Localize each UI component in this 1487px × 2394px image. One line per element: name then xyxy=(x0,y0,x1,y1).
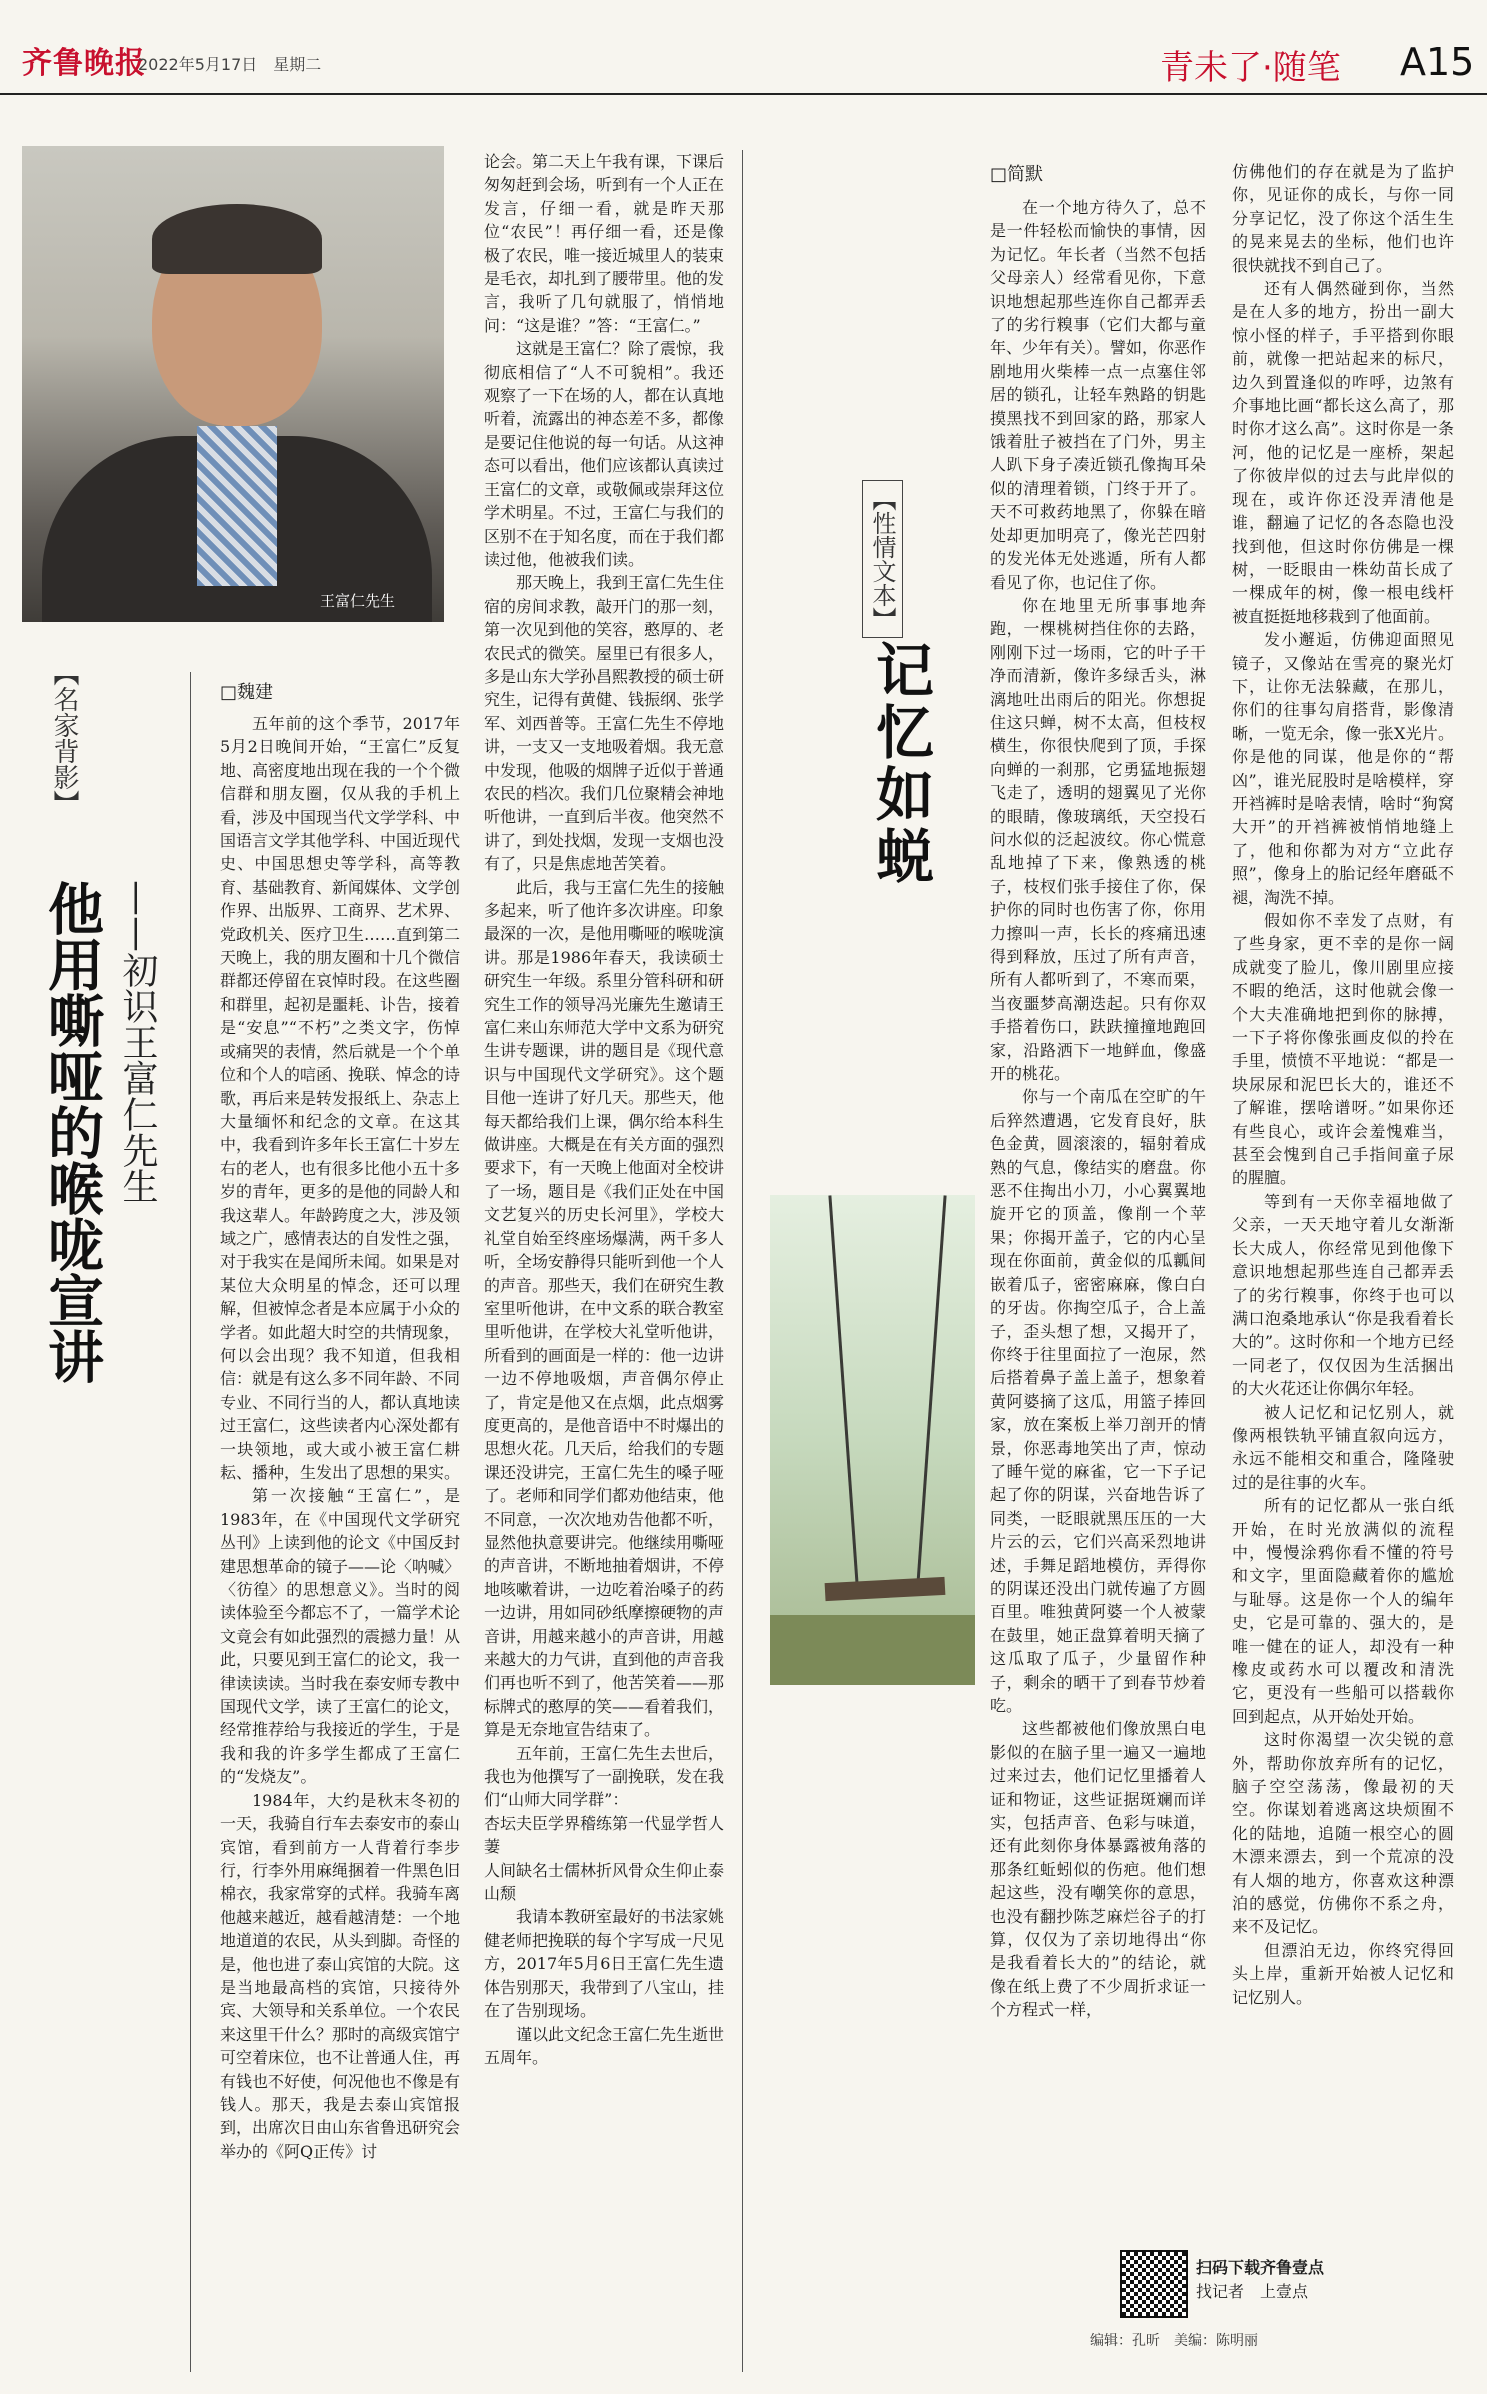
photo-caption: 王富仁先生 xyxy=(320,592,396,610)
qr-caption xyxy=(1196,2256,1324,2304)
paragraph: 此后，我与王富仁先生的接触多起来，听了他许多次讲座。印象最深的一次，是他用嘶哑的喉咙演讲。那是1986年春天，我读硕士研究生一年级。系里分管科研和研究生工作的领导冯光廉先生邀请王富仁来山东师范大学中文系为研究生讲专题课，讲的题目是《现代意识与中国现代文学研究》。这个题目他一连讲了好几天。那些天，他每天都给我们上课，偶尔给本科生做讲座。大概是在有关方面的强烈要求下，有一天晚上他面对全校讲了一场，题目是《我们正处在中国文艺复兴的历史长河里》，学校大礼堂自始至终座场爆满，两千多人听，全场安静得只能听到他一个人的声音。那些天，我们在研究生教室里听他讲，在中文系的联合教室里听他讲，在学校大礼堂听他讲，所看到的画面是一样的：他一边讲一边不停地吸烟，声音偶尔停止了，肯定是他又在点烟，此点烟雾度更高的，是他音语中不时爆出的思想火花。几天后，给我们的专题课还没讲完，王富仁先生的嗓子哑了。老师和同学们都劝他结束，他不同意，一次次地劝告他都不听，显然他执意要讲完。他继续用嘶哑的声音讲，不断地抽着烟讲，不停地咳嗽着讲，一边吃着治嗓子的药一边讲，用如同砂纸摩擦硬物的声音讲，用越来越小的声音讲，用越来越大的力气讲，直到他的声音我们再也听不到了，他苦笑着——那标牌式的憨厚的笑——看着我们，算是无奈地宣告结束了。 xyxy=(484,877,724,1740)
paragraph: 1984年，大约是秋末冬初的一天，我骑自行车去泰安市的泰山宾馆，看到前方一人背着行李步行，行李外用麻绳捆着一件黑色旧棉衣，我家常穿的式样。我骑车离他越来越近，越看越清楚：一个地地道道的农民，从头到脚。奇怪的是，他也进了泰山宾馆的大院。这是当地最高档的宾馆，只接待外宾、大领导和关系单位。一个农民来这里干什么？那时的高级宾馆宁可空着床位，也不让普通人住，再有钱也不好使，何况他也不像是有钱人。那天，我是去泰山宾馆报到，出席次日由山东省鲁迅研究会举办的《阿Q正传》讨 xyxy=(220,1790,460,2161)
column-divider xyxy=(190,672,191,2372)
swing-photo xyxy=(770,1195,975,1685)
article1-subtitle: ——初识王富仁先生 xyxy=(117,880,158,1204)
paragraph: 被人记忆和记忆别人，就像两根铁轨平铺直叙向远方，永远不能相交和重合，隆隆驶过的是往事的火车。 xyxy=(1232,1402,1454,1492)
qr-caption-line: 扫码下载齐鲁壹点 xyxy=(1196,2258,1325,2277)
paragraph: 第一次接触“王富仁”，是1983年，在《中国现代文学研究丛刊》上读到他的论文《中国反封建思想革命的镜子——论〈呐喊〉〈彷徨〉的思想意义》。当时的阅读体验至今都忘不了，一篇学术论文竟会有如此强烈的震撼力量！从此，只要见到王富仁的论文，我一律读读读。当时我在泰安师专教中国现代文学，读了王富仁的论文，经常推荐给与我接近的学生，于是我和我的许多学生都成了王富仁的“发烧友”。 xyxy=(220,1486,460,1787)
article2-author: □简默 xyxy=(990,164,1044,185)
newspaper-logo: 齐鲁晚报 xyxy=(22,46,146,81)
couplet-line: 人间缺名士儒林折风骨众生仰止泰山颓 xyxy=(484,1860,724,1904)
paragraph: 我请本教研室最好的书法家姚健老师把挽联的每个字写成一尺见方，2017年5月6日王富仁先生遗体告别那天，我带到了八宝山，挂在了告别现场。 xyxy=(484,1907,724,2021)
paragraph: 发小邂逅，仿佛迎面照见镜子，又像站在雪亮的聚光灯下，让你无法躲藏，在那儿，你们的往事勾肩搭背，影像清晰，一览无余，像一张X光片。你是他的同谋，他是你的“帮凶”，谁光屁股时是啥模样，穿开裆裤时是啥表情，啥时“狗窝大开”的开裆裤被悄悄地缝上了，他和你都为对方“立此存照”，像身上的胎记经年磨砥不褪，淘洗不掉。 xyxy=(1232,630,1454,907)
paragraph: 但漂泊无边，你终究得回头上岸，重新开始被人记忆和记忆别人。 xyxy=(1232,1940,1454,2007)
article1-author: □魏建 xyxy=(220,682,274,703)
article2-title: 记忆如蜕 xyxy=(866,640,934,888)
paragraph: 仿佛他们的存在就是为了监护你，见证你的成长，与你一同分享记忆，没了你这个活生生的晃来晃去的坐标，他们也许很快就找不到自己了。 xyxy=(1232,162,1454,275)
paragraph: 那天晚上，我到王富仁先生住宿的房间求教，敲开门的那一刻，第一次见到他的笑容，憨厚的、老农民式的微笑。屋里已有很多人，多是山东大学孙昌熙教授的硕士研究生，记得有黄健、钱振纲、张学军、刘西普等。王富仁先生不停地讲，一支又一支地吸着烟。我无意中发现，他吸的烟牌子近似于普通农民的档次。我们几位聚精会神地听他讲，一直到后半夜。他突然不讲了，到处找烟，发现一支烟也没有了，只是焦虑地苦笑着。 xyxy=(484,573,724,874)
article1-column2 xyxy=(484,150,724,2372)
paragraph: 五年前，王富仁先生去世后，我也为他撰写了一副挽联，发在我们“山师大同学群”： xyxy=(484,1743,724,1810)
paragraph: 这就是王富仁？除了震惊，我彻底相信了“人不可貌相”。我还观察了一下在场的人，都在认真地听着，流露出的神态差不多，都像是要记住他说的每一句话。从这神态可以看出，他们应该都认真读过王富仁的文章，或敬佩或崇拜这位学术明星。不过，王富仁与我们的区别不在于知名度，而在于我们都读过他，他被我们读。 xyxy=(484,339,724,569)
column-name: 青未了·随笔 xyxy=(1160,48,1341,88)
header-rule xyxy=(0,93,1487,95)
paragraph: 假如你不幸发了点财，有了些身家，更不幸的是你一阔成就变了脸儿，像川剧里应接不暇的绝活，这时他就会像一个大夫准确地把到你的脉搏，一下子将你像张画皮似的拎在手里，愤愤不平地说：“都是一块尿尿和泥巴长大的，谁还不了解谁，摆啥谱呀。”如果你还有些良心，或许会羞愧难当，甚至会愧到自己手指间童子尿的腥膻。 xyxy=(1232,911,1454,1188)
qr-caption-line: 找记者 上壹点 xyxy=(1196,2282,1309,2301)
article2-section-tag: 【性情文本】 xyxy=(862,480,903,638)
paragraph: 谨以此文纪念王富仁先生逝世五周年。 xyxy=(484,2024,724,2067)
article1-section-tag: 【名家背影】 xyxy=(49,660,79,816)
page-header xyxy=(0,0,1487,90)
paragraph: 你与一个南瓜在空旷的午后猝然遭遇，它发育良好，肤色金黄，圆滚滚的，辐射着成熟的气息，像结实的磨盘。你恶不住掏出小刀，小心翼翼地旋开它的顶盖，像削一个苹果；你揭开盖子，它的内心呈现在你面前，黄金似的瓜瓤间嵌着瓜子，密密麻麻，像白白的牙齿。你掏空瓜子，合上盖子，歪头想了想，又揭开了，你终于往里面拉了一泡尿，然后搭着鼻子盖上盖子，想象着黄阿婆摘了这瓜，用篮子捧回家，放在案板上举刀剖开的情景，你恶毒地笑出了声，惊动了睡午觉的麻雀，它一下子记起了你的阴谋，兴奋地告诉了同类，一眨眼就黑压压的一大片云的云，它们兴高采烈地讲述，手舞足蹈地模仿，弄得你的阴谋还没出门就传遍了方圆百里。唯独黄阿婆一个人被蒙在鼓里，她正盘算着明天摘了这瓜取了瓜子，少量留作种子，剩余的晒干了到春节炒着吃。 xyxy=(990,1087,1206,1715)
qr-code[interactable] xyxy=(1120,2250,1188,2318)
paragraph: 你在地里无所事事地奔跑，一棵桃树挡住你的去路，刚刚下过一场雨，它的叶子干净而清新，像许多绿舌头，淋漓地吐出雨后的阳光。你想捉住这只蝉，树不太高，但枝杈横生，你很快爬到了顶，手探向蝉的一刹那，它勇猛地振翅飞走了，透明的翅翼见了光你的眼睛，像玻璃纸，天空投石问水似的泛起波纹。你心慌意乱地掉了下来，像熟透的桃子，枝杈们张手接住了你，保护你的同时也伤害了你，你用力擦叫一声，长长的疼痛迅速得到释放，压过了所有声音，所有人都听到了，不寒而栗，当夜噩梦高潮迭起。只有你双手搭着伤口，趺趺撞撞地跑回家，沿路洒下一地鲜血，像盛开的桃花。 xyxy=(990,595,1206,1084)
page-number: A15 xyxy=(1400,40,1475,84)
portrait-photo xyxy=(22,146,444,622)
paragraph: 五年前的这个季节，2017年5月2日晚间开始，“王富仁”反复地、高密度地出现在我的一个个微信群和朋友圈，仅从我的手机上看，涉及中国现当代文学学科、中国语言文学其他学科、中国近现代史、中国思想史等学科，高等教育、基础教育、新闻媒体、文学创作界、出版界、工商界、艺术界、党政机关、医疗卫生……直到第二天晚上，我的朋友圈和十几个微信群都还停留在哀悼时段。在这些圈和群里，起初是噩耗、讣告，接着是“安息”“不朽”之类文字，伤悼或痛哭的表情，然后就是一个个单位和个人的唁函、挽联、悼念的诗歌，再后来是转发报纸上、杂志上大量缅怀和纪念的文章。在这其中，我看到许多年长王富仁十岁左右的老人，也有很多比他小五十多岁的青年，更多的是他的同龄人和我这辈人。年龄跨度之大，涉及领域之广，感情表达的自发性之强，对于我实在是闻所未闻。如果是对某位大众明星的悼念，还可以理解，但被悼念者是本应属于小众的学者。如此超大时空的共情现象，何以会出现？我不知道，但我相信：就是有这么多不同年龄、不同专业、不同行当的人，都认真地读过王富仁，这些读者内心深处都有一块领地，或大或小被王富仁耕耘、播种，生发出了思想的果实。 xyxy=(220,714,460,1482)
paragraph: 这些都被他们像放黑白电影似的在脑子里一遍又一遍地过来过去，他们记忆里播着人证和物证，这些证据斑斓而详实，包括声音、色彩与味道，还有此刻你身体暴露被角落的那条红蚯蚓似的伤疤。他们想起这些，没有嘲笑你的意思，也没有翻抄陈芝麻烂谷子的打算，仅仅为了亲切地得出“你是我看着长大的”的结论，就像在纸上费了不少周折求证一个方程式一样， xyxy=(990,1719,1206,2020)
paragraph: 论会。第二天上午我有课，下课后匆匆赶到会场，听到有一个人正在发言，仔细一看，就是昨天那位“农民”！再仔细一看，还是像极了农民，唯一接近城里人的装束是毛衣，却扎到了腰带里。他的发言，我听了几句就服了，悄悄地问：“这是谁？”答：“王富仁。” xyxy=(484,152,724,335)
article-divider xyxy=(742,150,743,2372)
paragraph: 这时你渴望一次尖锐的意外，帮助你放弃所有的记忆，脑子空空荡荡，像最初的天空。你谋划着逃离这块烦囿不化的陆地，追随一根空心的圆木漂来漂去，到一个荒凉的没有人烟的地方，你喜欢这种漂泊的感觉，仿佛你不系之舟，来不及记忆。 xyxy=(1232,1730,1454,1937)
paragraph: 等到有一天你幸福地做了父亲，一天天地守着儿女渐渐长大成人，你经常见到他像下意识地想起那些连自己都弄丢了的劣行糗事，你终于也可以满口泡桑地承认“你是我看着长大的”。这时你和一个地方已经一同老了，仅仅因为生活捆出的大火花还让你偶尔年轻。 xyxy=(1232,1191,1454,1399)
article1-title: 他用嘶哑的喉咙宣讲 xyxy=(39,880,104,1384)
couplet-line: 杏坛夫臣学界稽练第一代显学哲人萋 xyxy=(484,1813,724,1857)
article2-column2 xyxy=(1232,160,1454,2230)
article1-column1 xyxy=(220,712,460,2372)
issue-date: 2022年5月17日 星期二 xyxy=(138,55,322,74)
editor-credits: 编辑：孔昕 美编：陈明丽 xyxy=(1090,2333,1258,2349)
article2-column1 xyxy=(990,196,1206,2372)
paragraph: 还有人偶然碰到你，当然是在人多的地方，扮出一副大惊小怪的样子，手平搭到你眼前，就像一把站起来的标尺，边久到置逢似的咋呼，边煞有介事地比画“都长这么高了，那时你才这么高”。这时你是一条河，他的记忆是一座桥，架起了你彼岸似的过去与此岸似的现在，或许你还没弄清他是谁，翻遍了记忆的各态隐也没找到他，但这时你仿佛是一棵树，一眨眼由一株幼苗长成了一棵成年的树，像一根电线杆被直挺挺地移栽到了他面前。 xyxy=(1232,279,1454,626)
paragraph: 在一个地方待久了，总不是一件轻松而愉快的事情，因为记忆。年长者（当然不包括父母亲人）经常看见你，下意识地想起那些连你自己都弄丢了的劣行糗事（它们大都与童年、少年有关）。譬如，你恶作剧地用火柴棒一点一点塞住邻居的锁孔，让轻车熟路的钥匙摸黑找不到回家的路，那家人饿着肚子被挡在了门外，男主人趴下身子凑近锁孔像掏耳朵似的清理着锁，门终于开了。天不可救药地黑了，你躲在暗处却更加明亮了，像光芒四射的发光体无处逃遁，所有人都看见了你，也记住了你。 xyxy=(990,198,1206,592)
paragraph: 所有的记忆都从一张白纸开始，在时光放满似的流程中，慢慢涂鸦你看不懂的符号和文字，里面隐藏着你的尴尬与耻辱。这是你一个人的编年史，它是可靠的、强大的，是唯一健在的证人，却没有一种橡皮或药水可以覆改和清洗它，更没有一些船可以搭载你回到起点，从开始处开始。 xyxy=(1232,1496,1454,1726)
